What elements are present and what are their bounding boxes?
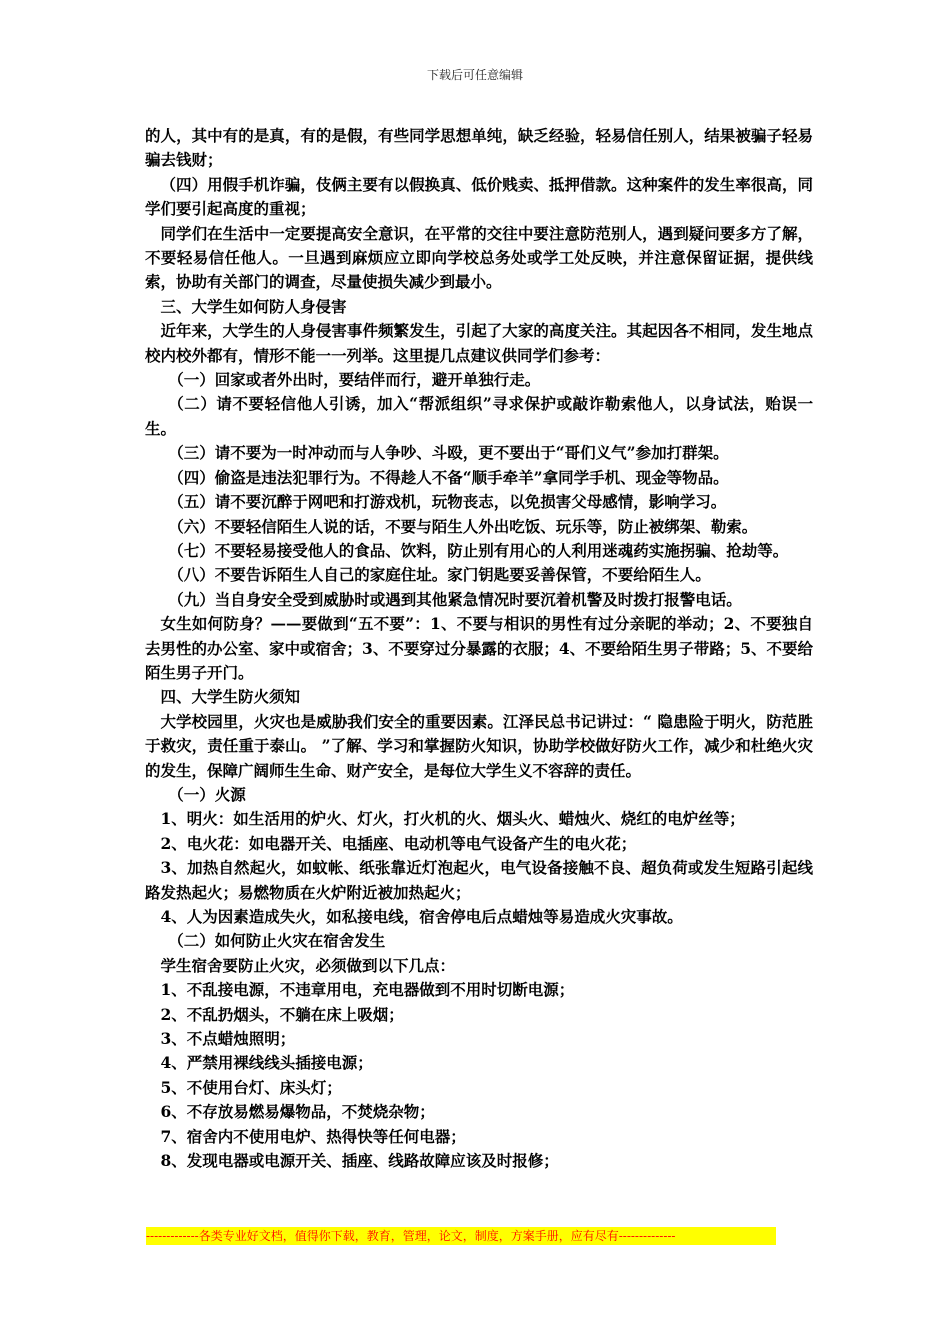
paragraph: 7、宿舍内不使用电炉、热得快等任何电器； — [160, 1126, 466, 1146]
paragraph: 大学校园里，火灾也是威胁我们安全的重要因素。江泽民总书记讲过：“ 隐患险于明火，防范胜于救灾，责任重于泰山。 ”了解、学习和掌握防火知识，协助学校做好防火工作，减少和杜绝火灾的发生，保障广阔师生生命、财产安全，是每位大学生义不容辞的责任。 — [145, 711, 813, 780]
paragraph: （二）请不要轻信他人引诱，加入“帮派组织”寻求保护或敲诈勒索他人，以身试法，贻误一生。 — [145, 394, 813, 438]
paragraph: （四）偷盗是违法犯罪行为。不得趁人不备“顺手牵羊”拿同学手机、现金等物品。 — [168, 467, 729, 487]
paragraph: 1、明火：如生活用的炉火、灯火，打火机的火、烟头火、蜡烛火、烧红的电炉丝等； — [160, 809, 745, 829]
paragraph: （四）用假手机诈骗，伎俩主要有以假换真、低价贱卖、抵押借款。这种案件的发生率很高，同学们要引起高度的重视； — [145, 174, 813, 219]
paragraph: 8、发现电器或电源开关、插座、线路故障应该及时报修； — [160, 1151, 559, 1171]
paragraph: 4、严禁用裸线线头插接电源； — [160, 1053, 373, 1073]
paragraph: （九）当自身安全受到威胁时或遇到其他紧急情况时要沉着机警及时拨打报警电话。 — [168, 589, 742, 609]
paragraph: 2、电火花：如电器开关、电插座、电动机等电气设备产生的电火花； — [160, 833, 637, 853]
paragraph: 2、不乱扔烟头，不躺在床上吸烟； — [160, 1004, 404, 1024]
paragraph: 3、不点蜡烛照明； — [160, 1029, 296, 1049]
paragraph: （三）请不要为一时冲动而与人争吵、斗殴，更不要出于“哥们义气”参加打群架。 — [168, 443, 729, 463]
paragraph: 6、不存放易燃易爆物品，不焚烧杂物； — [160, 1102, 435, 1122]
paragraph: 学生宿舍要防止火灾，必须做到以下几点： — [160, 955, 456, 975]
paragraph: （六）不要轻信陌生人说的话，不要与陌生人外出吃饭、玩乐等，防止被绑架、勒索。 — [168, 516, 758, 536]
paragraph: （一）火源 — [168, 784, 246, 804]
paragraph: （八）不要告诉陌生人自己的家庭住址。家门钥匙要妥善保管，不要给陌生人。 — [168, 565, 711, 585]
paragraph: 四、大学生防火须知 — [160, 687, 301, 707]
paragraph: 5、不使用台灯、床头灯； — [160, 1077, 342, 1097]
paragraph: 的人，其中有的是真，有的是假，有些同学思想单纯，缺乏经验，轻易信任别人，结果被骗子轻易骗去钱财； — [145, 126, 813, 170]
paragraph: （一）回家或者外出时，要结伴而行，避开单独行走。 — [168, 370, 541, 390]
paragraph: 女生如何防身？——要做到“五不要”：1、不要与相识的男性有过分亲昵的举动；2、不要独自去男性的办公室、家中或宿舍；3、不要穿过分暴露的衣服；4、不要给陌生男子带路；5、不要给陌生男子开门。 — [145, 614, 813, 682]
paragraph: （二）如何防止火灾在宿舍发生 — [168, 931, 386, 951]
paragraph: （七）不要轻易接受他人的食品、饮料，防止别有用心的人利用迷魂药实施拐骗、抢劫等。 — [168, 540, 789, 560]
paragraph: 近年来，大学生的人身侵害事件频繁发生，引起了大家的高度关注。其起因各不相同，发生地点校内校外都有，情形不能一一列举。这里提几点建议供同学们参考： — [145, 321, 813, 365]
page-header: 下载后可任意编辑 — [426, 68, 523, 82]
paragraph: 4、人为因素造成失火，如私接电线，宿舍停电后点蜡烛等易造成火灾事故。 — [160, 907, 683, 926]
paragraph: （五）请不要沉醉于网吧和打游戏机，玩物丧志，以免损害父母感情，影响学习。 — [168, 492, 727, 512]
paragraph: 同学们在生活中一定要提高安全意识，在平常的交往中要注意防范别人，遇到疑问要多方了解，不要轻易信任他人。一旦遇到麻烦应立即向学校总务处或学工处反映，并注意保留证据，提供线索，协助有关部门的调查，尽量使损失减少到最小。 — [145, 223, 813, 292]
paragraph: 3、加热自然起火，如蚊帐、纸张靠近灯泡起火，电气设备接触不良、超负荷或发生短路引起线路发热起火；易燃物质在火炉附近被加热起火； — [145, 858, 813, 902]
paragraph: 1、不乱接电源，不违章用电，充电器做到不用时切断电源； — [160, 980, 575, 1000]
paragraph: 三、大学生如何防人身侵害 — [160, 296, 347, 316]
footer-banner: -------------各类专业好文档，值得你下载，教育，管理，论文，制度，方案手册，应有尽有-------------- — [146, 1227, 776, 1245]
document-body — [145, 124, 813, 1173]
